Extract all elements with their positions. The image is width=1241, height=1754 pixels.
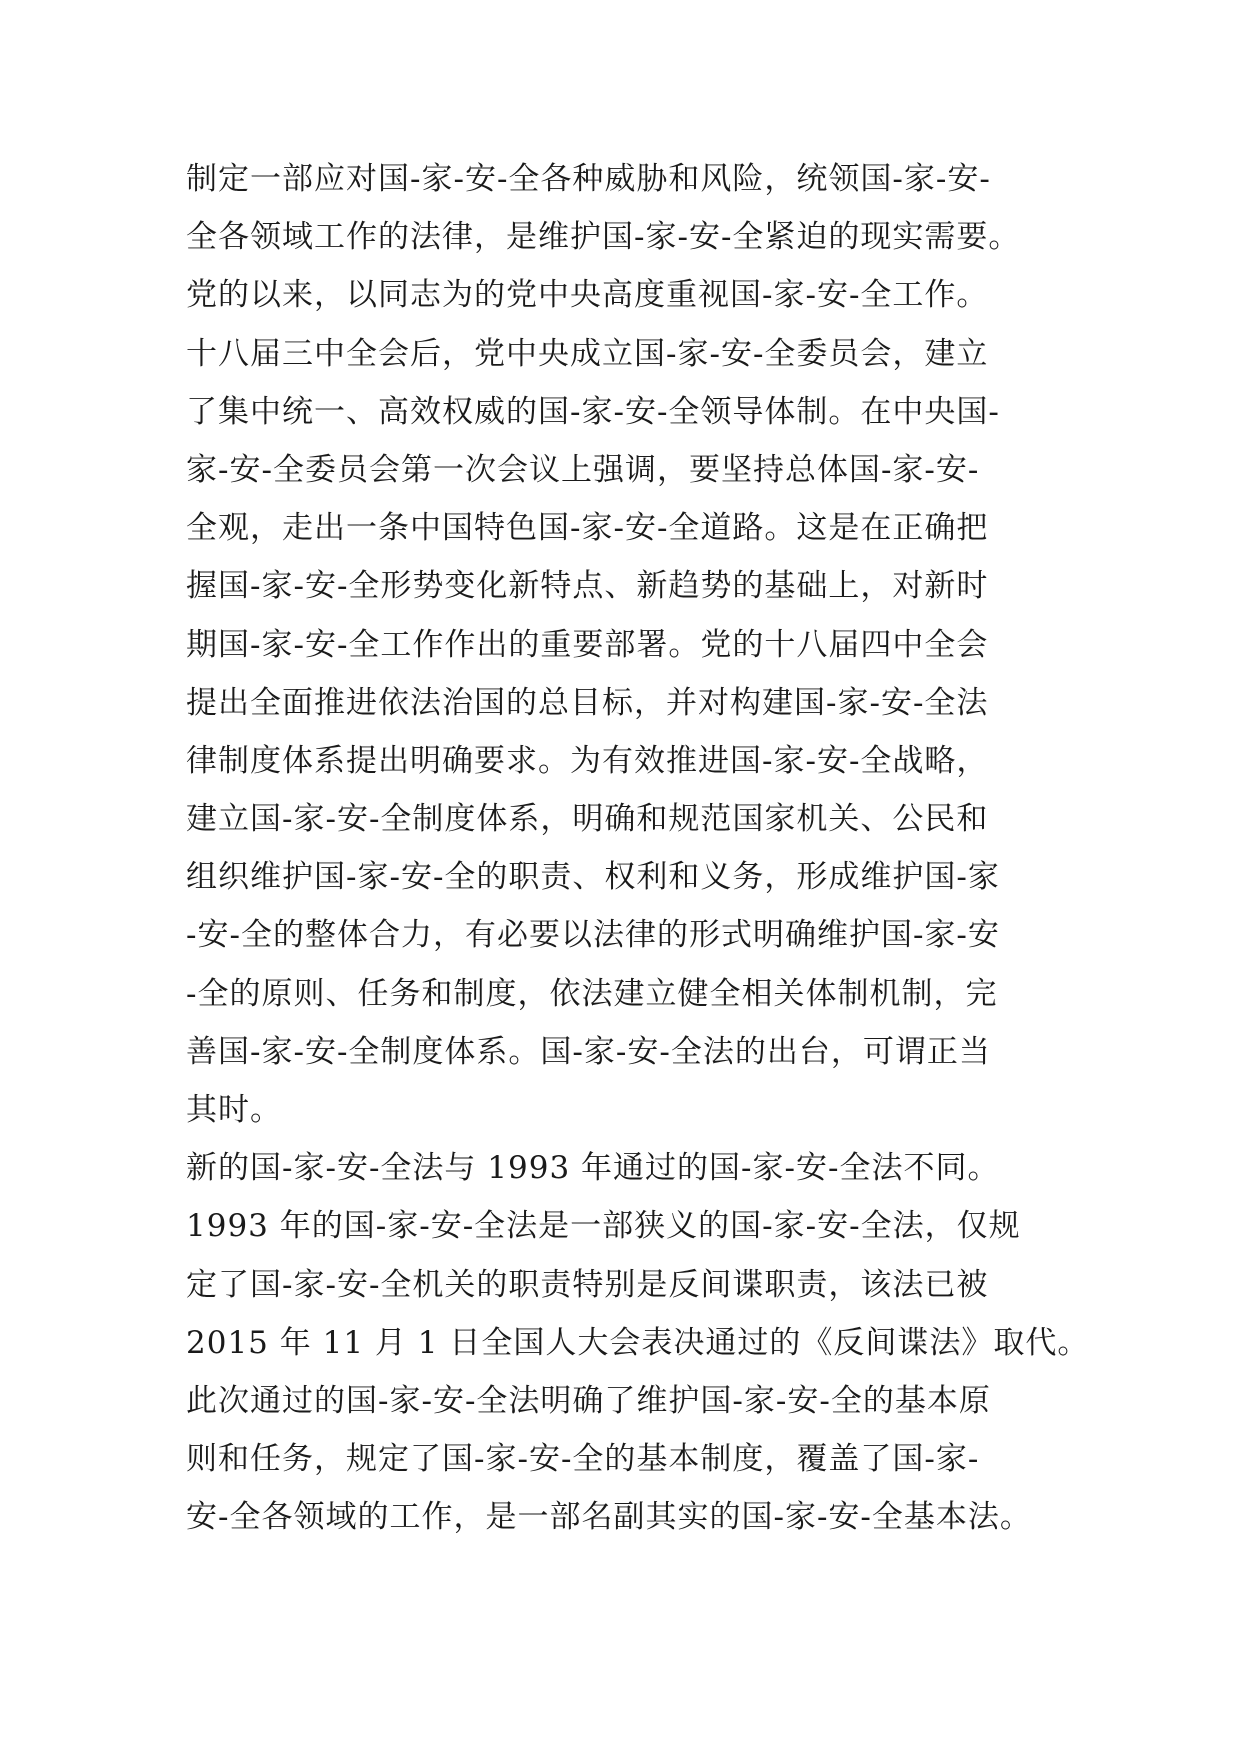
body-text <box>186 150 1090 1547</box>
text-line-19: 1993 年的国-家-安-全法是一部狭义的国-家-安-全法，仅规 <box>186 1208 1021 1245</box>
text-line-14: -安-全的整体合力，有必要以法律的形式明确维护国-家-安 <box>186 917 1000 954</box>
text-line-4: 十八届三中全会后，党中央成立国-家-安-全委员会，建立 <box>186 335 989 372</box>
text-line-18: 新的国-家-安-全法与 1993 年通过的国-家-安-全法不同。 <box>186 1150 1000 1187</box>
text-line-8: 握国-家-安-全形势变化新特点、新趋势的基础上，对新时 <box>186 568 989 605</box>
text-line-1: 制定一部应对国-家-安-全各种威胁和风险，统领国-家-安- <box>186 161 991 197</box>
text-line-20: 定了国-家-安-全机关的职责特别是反间谍职责，该法已被 <box>186 1266 989 1303</box>
text-line-9: 期国-家-安-全工作作出的重要部署。党的十八届四中全会 <box>186 626 989 663</box>
text-line-13: 组织维护国-家-安-全的职责、权利和义务，形成维护国-家 <box>186 859 1000 896</box>
text-line-22: 此次通过的国-家-安-全法明确了维护国-家-安-全的基本原 <box>186 1382 991 1419</box>
text-line-7: 全观，走出一条中国特色国-家-安-全道路。这是在正确把 <box>186 510 989 547</box>
text-line-10: 提出全面推进依法治国的总目标，并对构建国-家-安-全法 <box>186 684 989 721</box>
text-line-17: 其时。 <box>186 1092 282 1128</box>
text-line-12: 建立国-家-安-全制度体系，明确和规范国家机关、公民和 <box>186 801 989 838</box>
text-line-24: 安-全各领域的工作，是一部名副其实的国-家-安-全基本法。 <box>186 1499 1032 1536</box>
text-line-11: 律制度体系提出明确要求。为有效推进国-家-安-全战略， <box>186 742 989 779</box>
text-line-15: -全的原则、任务和制度，依法建立健全相关体制机制，完 <box>186 975 998 1012</box>
text-line-21: 2015 年 11 月 1 日全国人大会表决通过的《反间谍法》取代。 <box>186 1324 1090 1361</box>
text-line-5: 了集中统一、高效权威的国-家-安-全领导体制。在中央国- <box>186 393 1000 430</box>
text-line-2: 全各领域工作的法律，是维护国-家-安-全紧迫的现实需要。 <box>186 219 1021 256</box>
text-line-16: 善国-家-安-全制度体系。国-家-安-全法的出台，可谓正当 <box>186 1033 991 1070</box>
text-line-3: 党的以来，以同志为的党中央高度重视国-家-安-全工作。 <box>186 277 989 314</box>
text-line-6: 家-安-全委员会第一次会议上强调，要坚持总体国-家-安- <box>186 451 980 488</box>
text-line-23: 则和任务，规定了国-家-安-全的基本制度，覆盖了国-家- <box>186 1441 980 1478</box>
